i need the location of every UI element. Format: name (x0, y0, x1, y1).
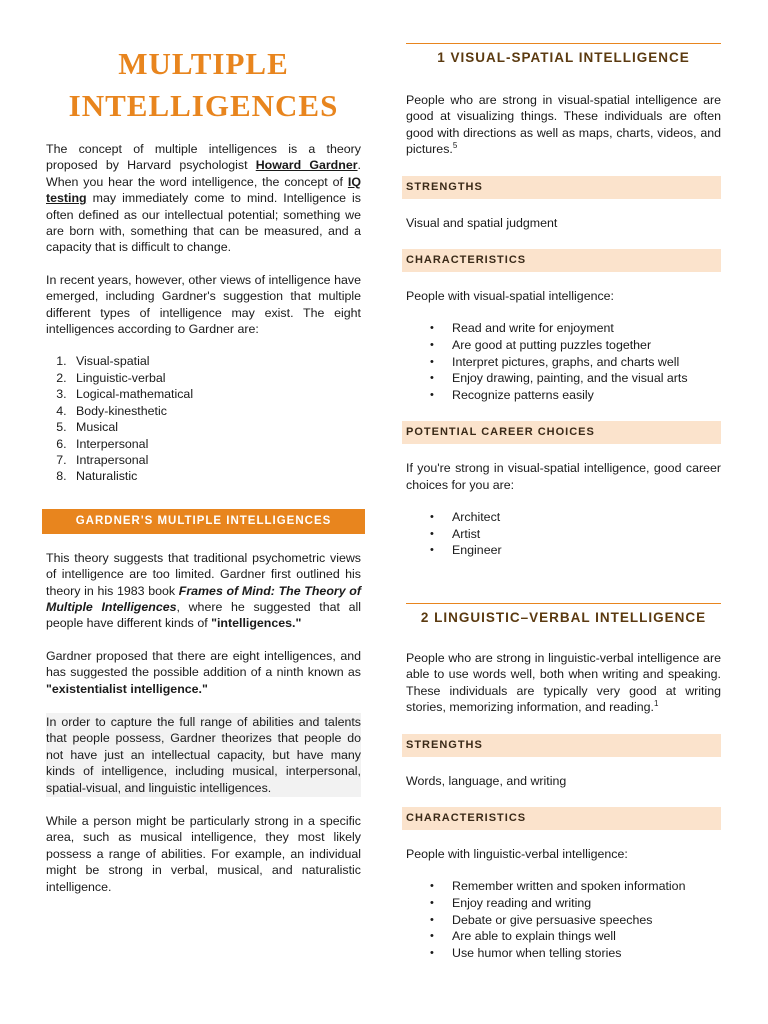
list-item: • Are good at putting puzzles together (452, 337, 721, 354)
list-item: • Read and write for enjoyment (452, 320, 721, 337)
visual-intro-text: People who are strong in visual-spatial intelligence are good at visualizing things. These individuals are often good with directions as well as maps, charts, videos, and pictures. (406, 93, 721, 157)
iq-testing-link[interactable]: IQ testing (46, 174, 361, 206)
list-item: 6. Interpersonal (70, 436, 361, 452)
list-item: • Architect (452, 509, 721, 526)
list-item: 3. Logical-mathematical (70, 386, 361, 402)
list-item: • Remember written and spoken information (452, 878, 721, 895)
list-item: • Use humor when telling stories (452, 945, 721, 962)
title-line-1: MULTIPLE (118, 46, 289, 81)
linguistic-characteristics-list (406, 878, 721, 961)
theory-paragraph-2 (46, 648, 361, 697)
list-item: 2. Linguistic-verbal (70, 370, 361, 386)
visual-spatial-heading: 1 VISUAL-SPATIAL INTELLIGENCE (406, 43, 721, 72)
title-line-2: INTELLIGENCES (68, 88, 339, 123)
footnote-ref: 1 (653, 699, 659, 709)
linguistic-intro (406, 650, 721, 716)
visual-intro (406, 92, 721, 158)
intro-text-c: may immediately come to mind. Intelligence is often defined as our intellectual potential; something we are born with, something that can be measured, and a capacity that is difficult to change. (46, 191, 361, 255)
visual-characteristics-intro: People with visual-spatial intelligence: (406, 289, 615, 304)
book-title: Frames of Mind: The Theory of Multiple Intelligences (46, 583, 361, 614)
list-item: • Enjoy reading and writing (452, 895, 721, 912)
visual-career-header: POTENTIAL CAREER CHOICES (402, 421, 721, 444)
howard-gardner-link[interactable]: Howard Gardner (255, 158, 358, 173)
linguistic-verbal-heading: 2 LINGUISTIC–VERBAL INTELLIGENCE (406, 603, 721, 632)
linguistic-strengths-header: STRENGTHS (402, 734, 721, 757)
right-column (406, 43, 721, 961)
theory-paragraph-3: In order to capture the full range of abilities and talents that people possess, Gardner theorizes that people do not have just an intellectual capacity, but have many kinds of intelligence, including musical, interpersonal, spatial-visual, and linguistic intelligences. (46, 714, 361, 795)
list-item: 5. Musical (70, 419, 361, 435)
list-item: • Are able to explain things well (452, 928, 721, 945)
intelligences-list (46, 353, 361, 484)
footnote-ref: 5 (452, 141, 458, 151)
theory-text-a: This theory suggests that traditional psychometric views of intelligence are too limited. Gardner first outlined his theory in his 1983 book (46, 550, 361, 598)
left-column (46, 40, 361, 895)
list-item: • Engineer (452, 542, 721, 559)
visual-career-intro: If you're strong in visual-spatial intelligence, good career choices for you are: (406, 461, 721, 492)
visual-characteristics-list (406, 320, 721, 403)
linguistic-characteristics-header: CHARACTERISTICS (402, 807, 721, 830)
theory-text-c: Gardner proposed that there are eight intelligences, and has suggested the possible addition of a ninth known as (46, 648, 361, 680)
theory-text-b: , where he suggested that all people have different kinds of (46, 599, 361, 631)
list-item: 7. Intrapersonal (70, 452, 361, 468)
intro-text-b: . When you hear the word intelligence, the concept of (46, 158, 361, 189)
shaded-paragraph-block (46, 713, 361, 797)
list-item: 4. Body-kinesthetic (70, 403, 361, 419)
visual-career-list (406, 509, 721, 559)
visual-strengths-header: STRENGTHS (402, 176, 721, 199)
list-item: 8. Naturalistic (70, 468, 361, 484)
linguistic-intro-text: People who are strong in linguistic-verbal intelligence are able to use words well, both when writing and speaking. These individuals are typically very good at writing stories, memorizing information, and reading. (406, 651, 721, 715)
list-item: • Recognize patterns easily (452, 387, 721, 404)
list-item: • Artist (452, 526, 721, 543)
gardner-section-header: GARDNER'S MULTIPLE INTELLIGENCES (42, 509, 365, 534)
theory-paragraph-1 (46, 550, 361, 632)
visual-strengths-text: Visual and spatial judgment (406, 215, 558, 230)
linguistic-characteristics-intro: People with linguistic-verbal intelligence: (406, 847, 628, 862)
existentialist-term: "existentialist intelligence." (46, 681, 208, 696)
list-item: • Enjoy drawing, painting, and the visual arts (452, 370, 721, 387)
list-item: • Debate or give persuasive speeches (452, 912, 721, 929)
list-item: • Interpret pictures, graphs, and charts well (452, 354, 721, 371)
intro-paragraph-1 (46, 141, 361, 256)
theory-paragraph-4: While a person might be particularly strong in a specific area, such as musical intelligence, they most likely possess a range of abilities. For example, an individual might be strong in verbal, musical, and naturalistic intelligence. (46, 814, 361, 894)
visual-characteristics-header: CHARACTERISTICS (402, 249, 721, 272)
page-title (46, 43, 361, 127)
intro-paragraph-2: In recent years, however, other views of intelligence have emerged, including Gardner's suggestion that multiple different types of intelligence may exist. The eight intelligences according to Gardner are: (46, 272, 361, 337)
intro-text-a: The concept of multiple intelligences is a theory proposed by Harvard psychologist (46, 142, 361, 173)
intelligences-term: "intelligences." (211, 616, 302, 631)
list-item: 1. Visual-spatial (70, 353, 361, 369)
linguistic-strengths-text: Words, language, and writing (406, 773, 567, 788)
